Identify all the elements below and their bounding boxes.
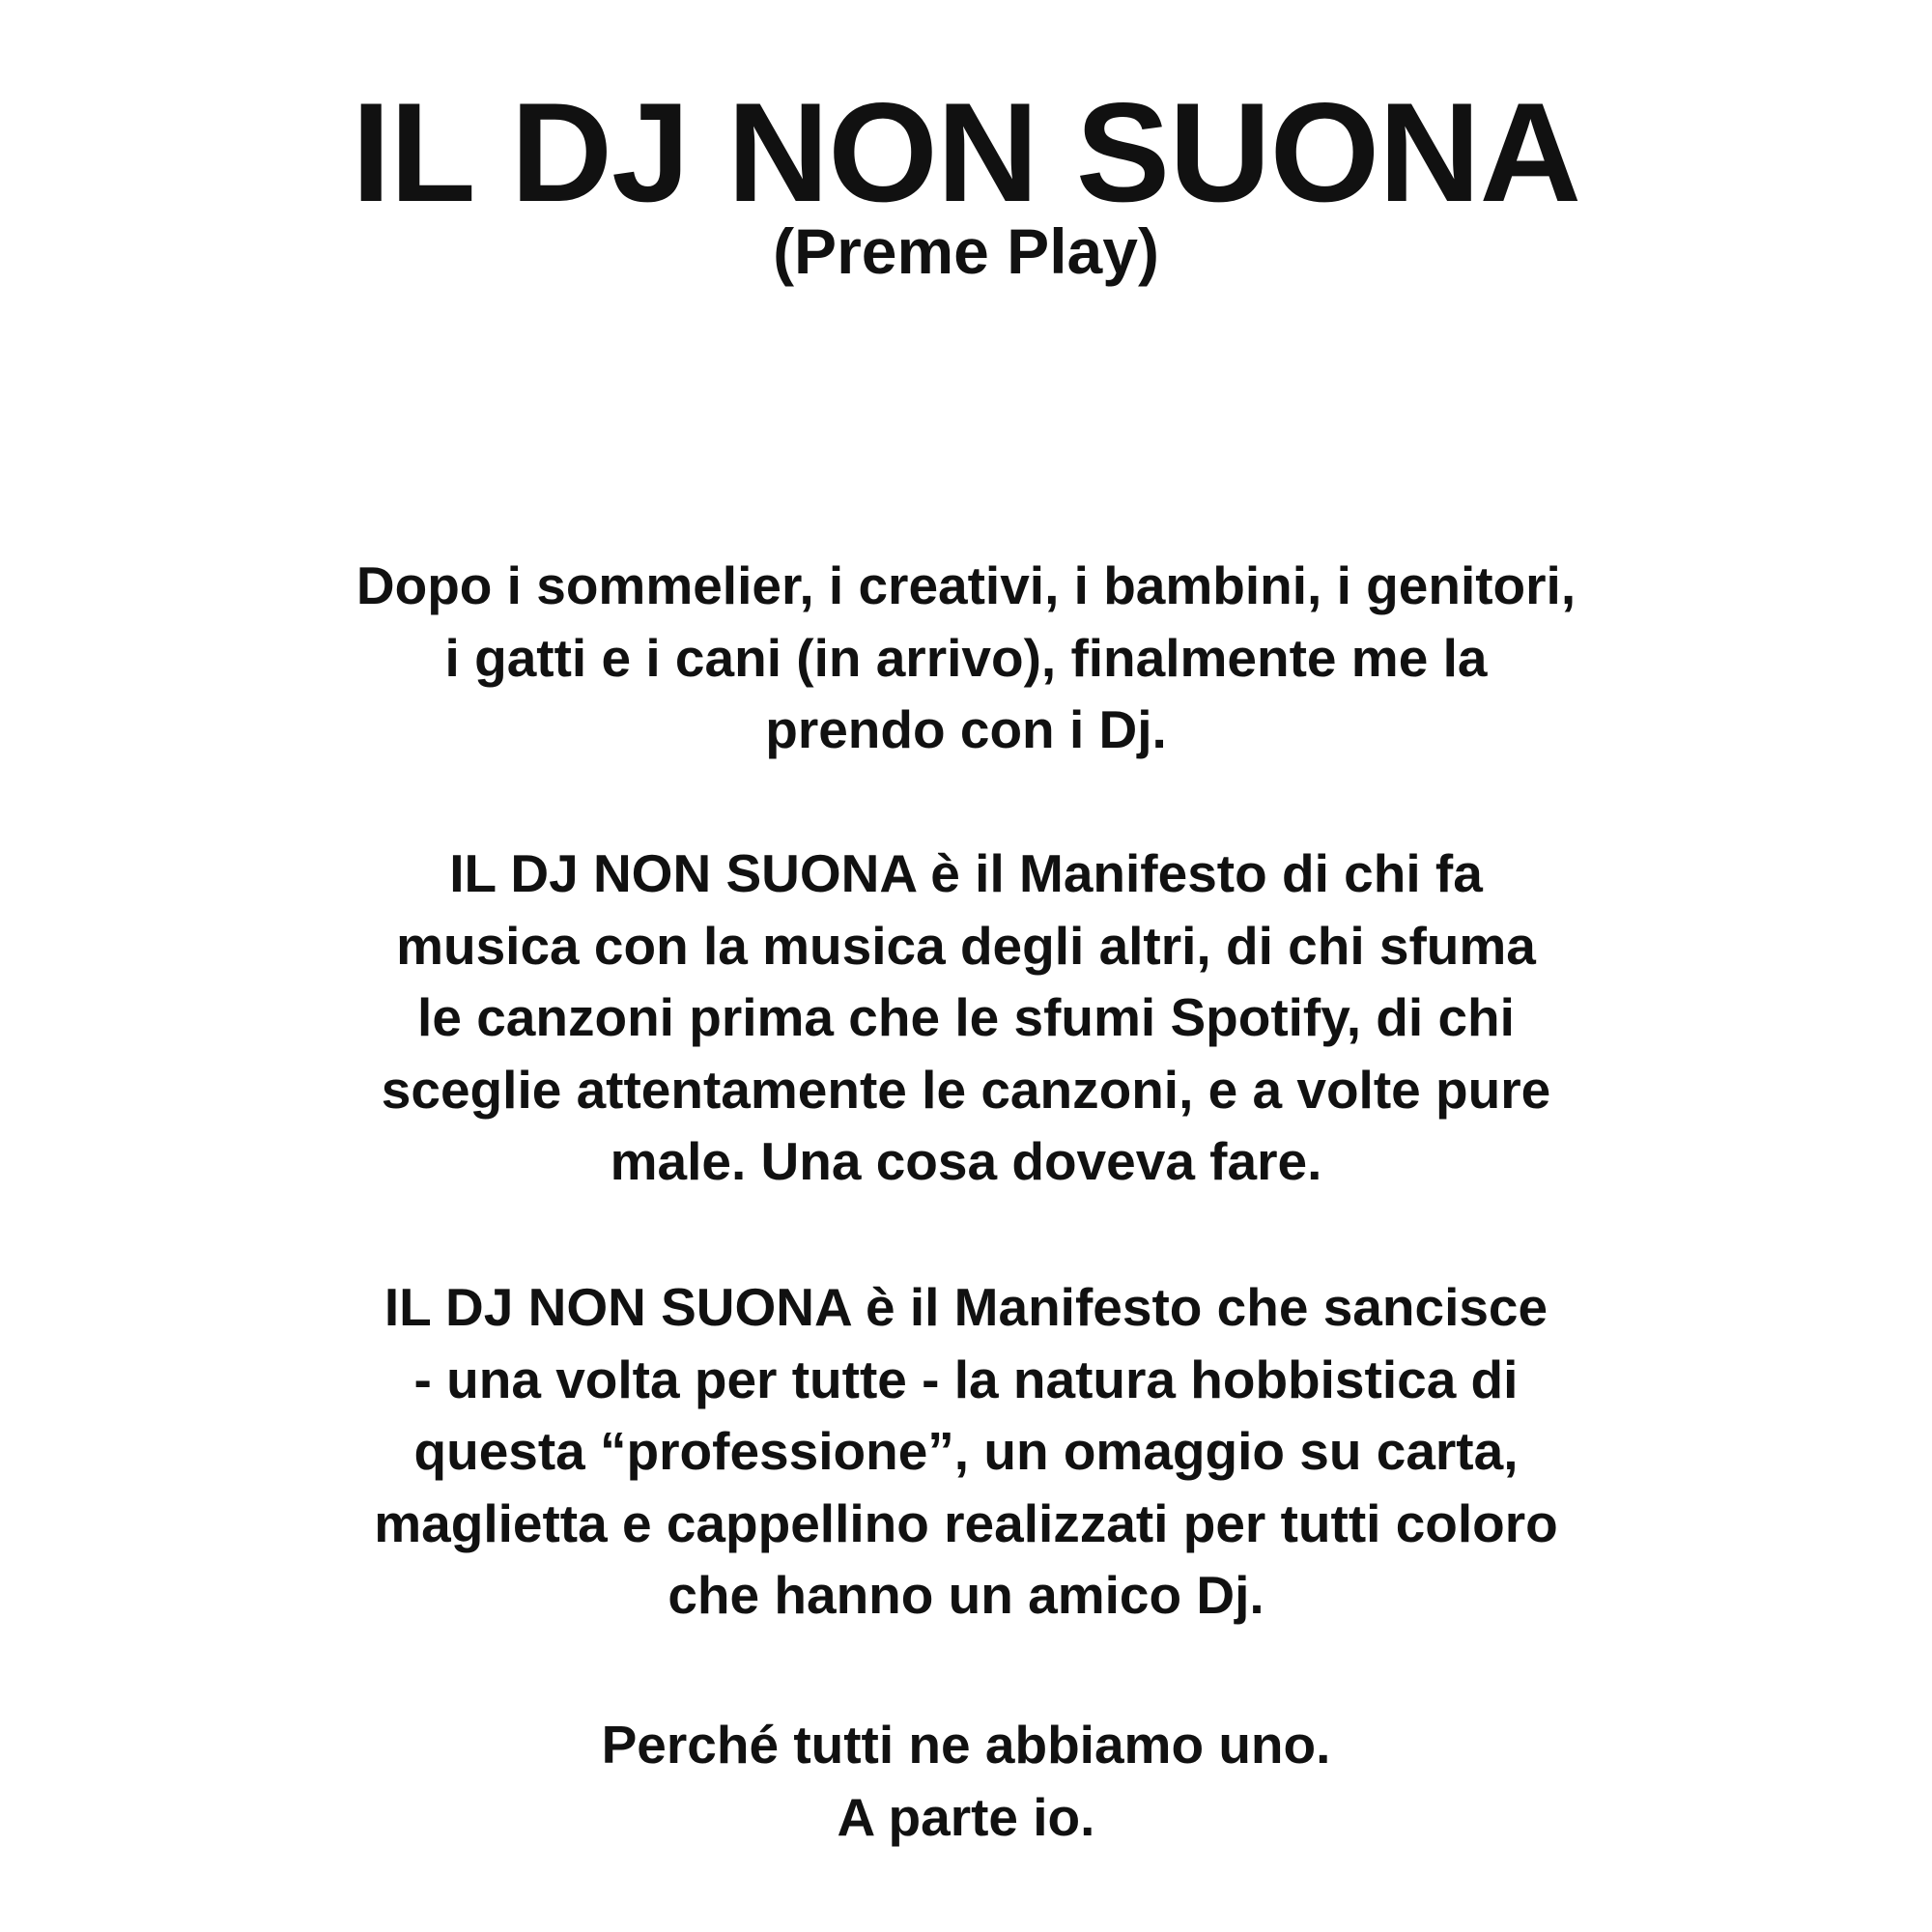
paragraph-intro: [251, 550, 1681, 766]
paragraph-line: musica con la musica degli altri, di chi sfuma: [396, 915, 1536, 976]
paragraph-line: i gatti e i cani (in arrivo), finalmente me la: [444, 627, 1488, 688]
paragraph-line: sceglie attentamente le canzoni, e a volte pure: [381, 1059, 1551, 1120]
paragraph-line: Dopo i sommelier, i creativi, i bambini, i genitori,: [355, 555, 1577, 615]
paragraph-manifesto-2: [251, 1271, 1681, 1632]
page-title: IL DJ NON SUONA: [351, 73, 1581, 231]
page-subtitle: (Preme Play): [773, 215, 1159, 287]
paragraph-line: - una volta per tutte - la natura hobbistica di: [413, 1349, 1519, 1409]
paragraph-line: che hanno un amico Dj.: [668, 1565, 1264, 1625]
paragraph-line: maglietta e cappellino realizzati per tutti coloro: [374, 1492, 1558, 1553]
paragraph-line: le canzoni prima che le sfumi Spotify, di chi: [417, 987, 1515, 1047]
paragraph-line: male. Una cosa doveva fare.: [610, 1131, 1322, 1191]
paragraph-line: Perché tutti ne abbiamo uno.: [601, 1715, 1331, 1775]
paragraph-manifesto-1: [251, 838, 1681, 1198]
paragraph-line: questa “professione”, un omaggio su carta,: [413, 1421, 1519, 1481]
paragraph-closing: [251, 1709, 1681, 1853]
paragraph-line: prendo con i Dj.: [765, 699, 1167, 759]
paragraph-line: IL DJ NON SUONA è il Manifesto che sancisce: [384, 1277, 1548, 1337]
paragraph-line: IL DJ NON SUONA è il Manifesto di chi fa: [449, 843, 1483, 903]
paragraph-line: A parte io.: [837, 1786, 1095, 1847]
